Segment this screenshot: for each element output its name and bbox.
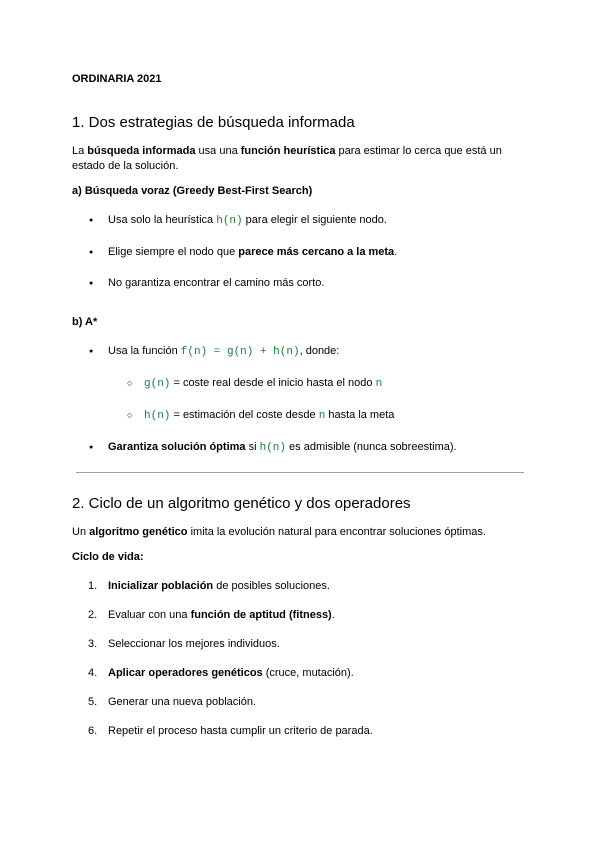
code-run: n	[375, 378, 383, 390]
section-2-intro	[72, 525, 528, 540]
document-page	[72, 72, 528, 753]
code-run: h(n)	[216, 215, 243, 227]
list-item	[72, 724, 528, 739]
text-run: (cruce, mutación).	[262, 667, 354, 679]
document-header: ORDINARIA 2021	[72, 73, 162, 85]
bullet-item	[72, 276, 528, 291]
cycle-title: Ciclo de vida:	[72, 551, 144, 563]
list-number: 6.	[88, 725, 98, 737]
text-run: Generar una nueva población.	[108, 696, 256, 708]
code-run: g(n)	[144, 378, 171, 390]
text-run: de posibles soluciones.	[213, 580, 330, 592]
text-run: La	[72, 145, 88, 157]
bullet-item	[72, 344, 528, 360]
text-run: si	[245, 441, 260, 453]
bold-run: algoritmo genético	[89, 526, 188, 538]
text-run: .	[394, 246, 398, 258]
section-2-title: 2. Ciclo de un algoritmo genético y dos operadores	[72, 495, 411, 512]
sub-bullet-item	[72, 408, 528, 424]
text-run: Usa solo la heurística	[108, 214, 217, 226]
text-run: Seleccionar los mejores individuos.	[108, 638, 280, 650]
sub-bullet-item	[72, 376, 528, 392]
text-run: .	[331, 609, 335, 621]
code-run: h(n)	[144, 410, 171, 422]
text-run: No garantiza encontrar el camino más corto.	[108, 277, 325, 289]
subsection-b-title: b) A*	[72, 316, 98, 328]
text-run: usa una	[195, 145, 241, 157]
list-number: 5.	[88, 696, 98, 708]
text-run: Repetir el proceso hasta cumplir un criterio de parada.	[108, 725, 373, 737]
text-run: imita la evolución natural para encontrar soluciones óptimas.	[187, 526, 486, 538]
code-run: n	[318, 410, 326, 422]
text-run: , donde:	[299, 345, 340, 357]
text-run: = coste real desde el inicio hasta el nodo	[170, 377, 376, 389]
list-item	[72, 637, 528, 652]
text-run: para elegir el siguiente nodo.	[242, 214, 387, 226]
bullet-item	[72, 245, 528, 260]
bullet-item	[72, 440, 528, 456]
bold-run: búsqueda informada	[87, 145, 196, 157]
bold-run: función heurística	[240, 145, 336, 157]
text-run: Usa la función	[108, 345, 181, 357]
code-run: h(n)	[259, 442, 286, 454]
text-run: Un	[72, 526, 90, 538]
subsection-a-title: a) Búsqueda voraz (Greedy Best-First Search)	[72, 185, 313, 197]
astar-bullet-list	[72, 344, 528, 456]
bold-run: función de aptitud (fitness)	[190, 609, 332, 621]
list-item	[72, 695, 528, 710]
list-number: 1.	[88, 580, 98, 592]
text-run: Elige siempre el nodo que	[108, 246, 239, 258]
text-run: Evaluar con una	[108, 609, 191, 621]
list-number: 4.	[88, 667, 98, 679]
list-number: 2.	[88, 609, 98, 621]
bold-run: Inicializar población	[108, 580, 214, 592]
text-run: = estimación del coste desde	[170, 409, 319, 421]
code-run: f(n) = g(n) + h(n)	[180, 346, 300, 358]
section-1-intro	[72, 144, 528, 174]
bold-run: Aplicar operadores genéticos	[108, 667, 263, 679]
list-item	[72, 666, 528, 681]
text-run: es admisible (nunca sobreestima).	[286, 441, 457, 453]
list-item	[72, 608, 528, 623]
text-run: hasta la meta	[325, 409, 395, 421]
list-number: 3.	[88, 638, 98, 650]
bold-run: Garantiza solución óptima	[108, 441, 246, 453]
list-item	[72, 579, 528, 594]
bold-run: parece más cercano a la meta	[238, 246, 395, 258]
section-1-title: 1. Dos estrategias de búsqueda informada	[72, 114, 355, 131]
cycle-steps-list	[72, 579, 528, 739]
bullet-item	[72, 213, 528, 229]
section-divider	[76, 472, 524, 473]
text-run: para estimar lo cerca que está un estado de la solución.	[72, 145, 502, 172]
greedy-bullet-list	[72, 213, 528, 291]
